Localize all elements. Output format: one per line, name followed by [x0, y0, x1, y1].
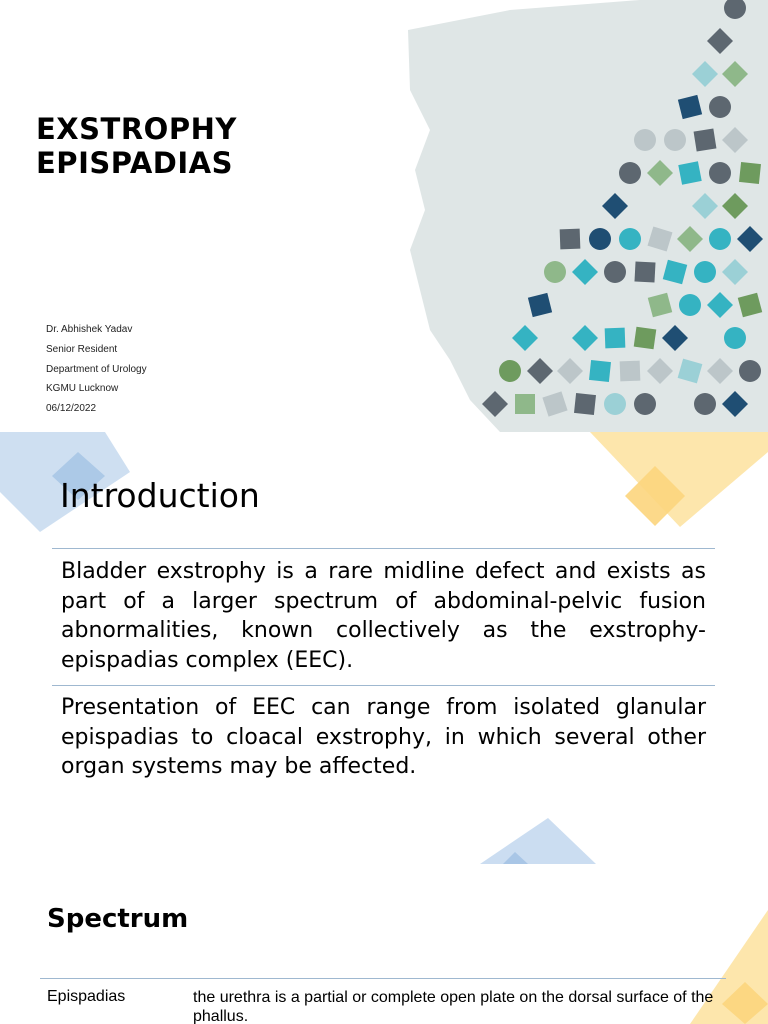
mosaic-tile — [589, 360, 611, 382]
author-name: Dr. Abhishek Yadav — [46, 324, 133, 335]
mosaic-tile — [694, 261, 716, 283]
mosaic-tile — [544, 261, 566, 283]
title-line-2: EPISPADIAS — [36, 146, 233, 180]
mosaic-tile — [678, 161, 701, 184]
table-row — [40, 978, 728, 1024]
mosaic-tile — [709, 96, 731, 118]
mosaic-tile — [619, 162, 641, 184]
mosaic-tile — [574, 393, 596, 415]
mosaic-tile — [619, 228, 641, 250]
divider-line — [52, 548, 715, 549]
mosaic-tile — [709, 228, 731, 250]
mosaic-tile — [739, 360, 761, 382]
mosaic-tile — [620, 361, 641, 382]
author-block — [46, 320, 147, 419]
divider-line — [52, 685, 715, 686]
mosaic-tile — [694, 129, 717, 152]
presentation-title — [36, 112, 237, 180]
mosaic-tile — [739, 162, 761, 184]
mosaic-tile — [679, 294, 701, 316]
slide-title: Spectrum — [47, 904, 189, 934]
introduction-slide — [0, 432, 768, 864]
mosaic-tile — [724, 327, 746, 349]
author-institution: KGMU Lucknow — [46, 383, 119, 395]
table-cell-definition: the urethra is a partial or complete open plate on the dorsal surface of the phallus. — [193, 989, 714, 1024]
paragraph-bladder-exstrophy: Bladder exstrophy is a rare midline defect and exists as part of a larger spectrum of abdominal-pelvic fusion abnormalities, known collectively as the exstrophy-epispadias complex (EEC). — [61, 559, 706, 673]
blue-triangle-bottom — [480, 818, 596, 864]
mosaic-tile — [634, 393, 656, 415]
slide-title: Introduction — [60, 476, 260, 515]
mosaic-tile — [499, 360, 521, 382]
mosaic-tile — [709, 162, 731, 184]
table-cell-term: Epispadias — [47, 988, 126, 1005]
author-position: Senior Resident — [46, 343, 118, 355]
mosaic-tile — [634, 261, 655, 282]
mosaic-tile — [589, 228, 611, 250]
spectrum-slide — [0, 864, 768, 1024]
mosaic-tile — [515, 394, 535, 414]
mosaic-tile — [560, 229, 581, 250]
title-slide — [0, 0, 768, 432]
mosaic-tile — [634, 129, 656, 151]
yellow-triangle-top-right — [590, 432, 768, 527]
mosaic-tile — [605, 328, 626, 349]
mosaic-pattern-illustration — [390, 0, 768, 432]
table-row-border — [40, 978, 726, 979]
title-line-1: EXSTROPHY — [36, 112, 237, 146]
presentation-date: 06/12/2022 — [46, 403, 97, 415]
author-department: Department of Urology — [46, 363, 147, 375]
mosaic-tile — [634, 327, 657, 350]
mosaic-tile — [604, 393, 626, 415]
paragraph-presentation: Presentation of EEC can range from isolated glanular epispadias to cloacal exstrophy, in which several other organ systems may be affected. — [61, 695, 706, 779]
mosaic-tile — [694, 393, 716, 415]
mosaic-tile — [604, 261, 626, 283]
mosaic-tile — [664, 129, 686, 151]
